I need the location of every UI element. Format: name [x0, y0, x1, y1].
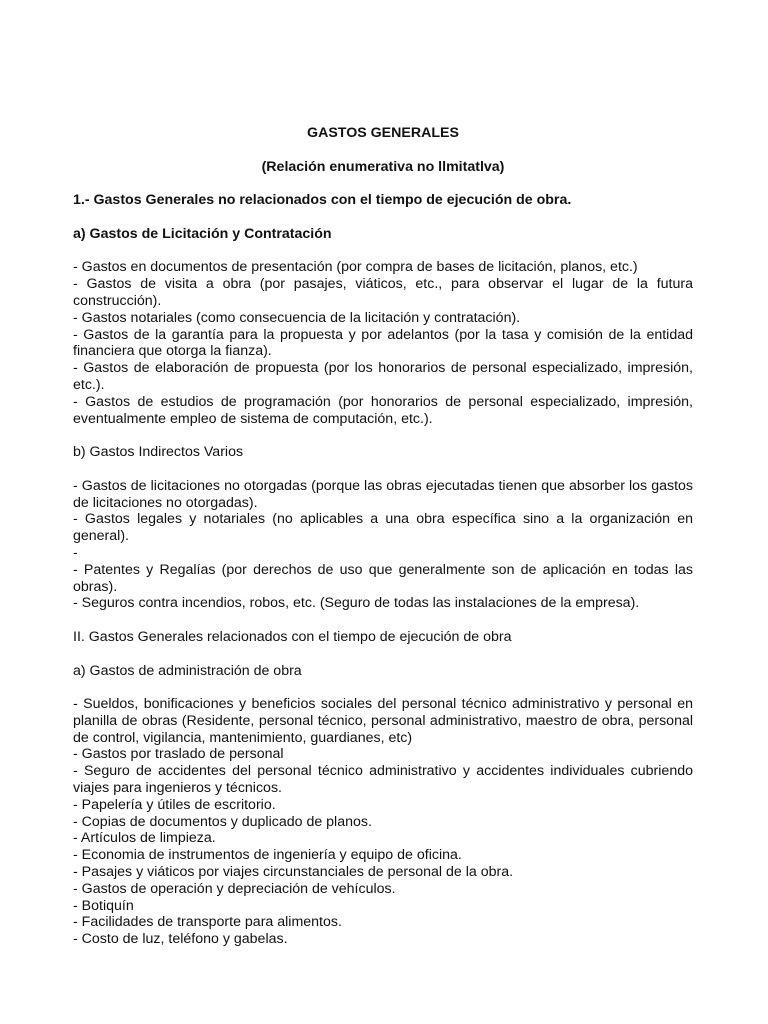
- list-item: - Costo de luz, teléfono y gabelas.: [73, 931, 288, 948]
- list-item: - Copias de documentos y duplicado de planos.: [73, 813, 372, 830]
- list-item: - Seguro de accidentes del personal técnico administrativo y accidentes individuales cubriendo viajes para ingenieros y técnicos.: [73, 763, 693, 797]
- document-subtitle: (Relación enumerativa no llmitatlva): [261, 158, 505, 175]
- list-item: - Seguros contra incendios, robos, etc. (Seguro de todas las instalaciones de la empresa).: [73, 595, 640, 612]
- list-item: - Gastos de estudios de programación (por honorarios de personal especializado, impresión, eventualmente empleo de sistema de computación, etc.).: [73, 393, 693, 427]
- list-item: - Gastos legales y notariales (no aplicables a una obra específica sino a la organización en general).: [73, 511, 693, 545]
- section-1-heading: 1.- Gastos Generales no relacionados con el tiempo de ejecución de obra.: [73, 192, 572, 209]
- list-item: - Patentes y Regalías (por derechos de uso que generalmente son de aplicación en todas las obras).: [73, 561, 693, 595]
- list-item: - Gastos por traslado de personal: [73, 746, 284, 763]
- list-item: - Artículos de limpieza.: [73, 830, 216, 847]
- list-item: - Gastos de operación y depreciación de vehículos.: [73, 880, 396, 897]
- section-1a-list: [73, 259, 693, 427]
- section-2a-list: [73, 696, 693, 948]
- section-1b-list: [73, 478, 693, 612]
- document-page: [73, 125, 693, 965]
- section-1b-heading: b) Gastos Indirectos Varios: [73, 444, 244, 461]
- list-item: -: [73, 544, 78, 561]
- section-1a-heading: a) Gastos de Licitación y Contratación: [73, 225, 332, 242]
- list-item: - Gastos en documentos de presentación (por compra de bases de licitación, planos, etc.): [73, 259, 638, 276]
- list-item: - Sueldos, bonificaciones y beneficios sociales del personal técnico administrativo y personal en planilla de obras (Residente, personal técnico, personal administrativo, maestro de obra, personal de control, vigilancia, mantenimiento, guardianes, etc): [73, 696, 693, 746]
- list-item: - Gastos de la garantía para la propuesta y por adelantos (por la tasa y comisión de la entidad financiera que otorga la fianza).: [73, 326, 693, 360]
- document-title: GASTOS GENERALES: [307, 125, 459, 141]
- list-item: - Gastos de visita a obra (por pasajes, viáticos, etc., para observar el lugar de la futura construcción).: [73, 276, 693, 309]
- list-item: - Gastos de licitaciones no otorgadas (porque las obras ejecutadas tienen que absorber los gastos de licitaciones no otorgadas).: [73, 477, 693, 511]
- section-2a-heading: a) Gastos de administración de obra: [73, 662, 302, 679]
- list-item: - Gastos notariales (como consecuencia de la licitación y contratación).: [73, 309, 521, 326]
- list-item: - Pasajes y viáticos por viajes circunstanciales de personal de la obra.: [73, 864, 514, 881]
- list-item: - Economia de instrumentos de ingeniería y equipo de oficina.: [73, 847, 462, 864]
- list-item: - Papelería y útiles de escritorio.: [73, 796, 276, 813]
- list-item: - Botiquín: [73, 897, 134, 914]
- section-2-heading: II. Gastos Generales relacionados con el tiempo de ejecución de obra: [73, 628, 512, 645]
- list-item: - Gastos de elaboración de propuesta (por los honorarios de personal especializado, impresión, etc.).: [73, 360, 693, 393]
- list-item: - Facilidades de transporte para alimentos.: [73, 914, 342, 931]
